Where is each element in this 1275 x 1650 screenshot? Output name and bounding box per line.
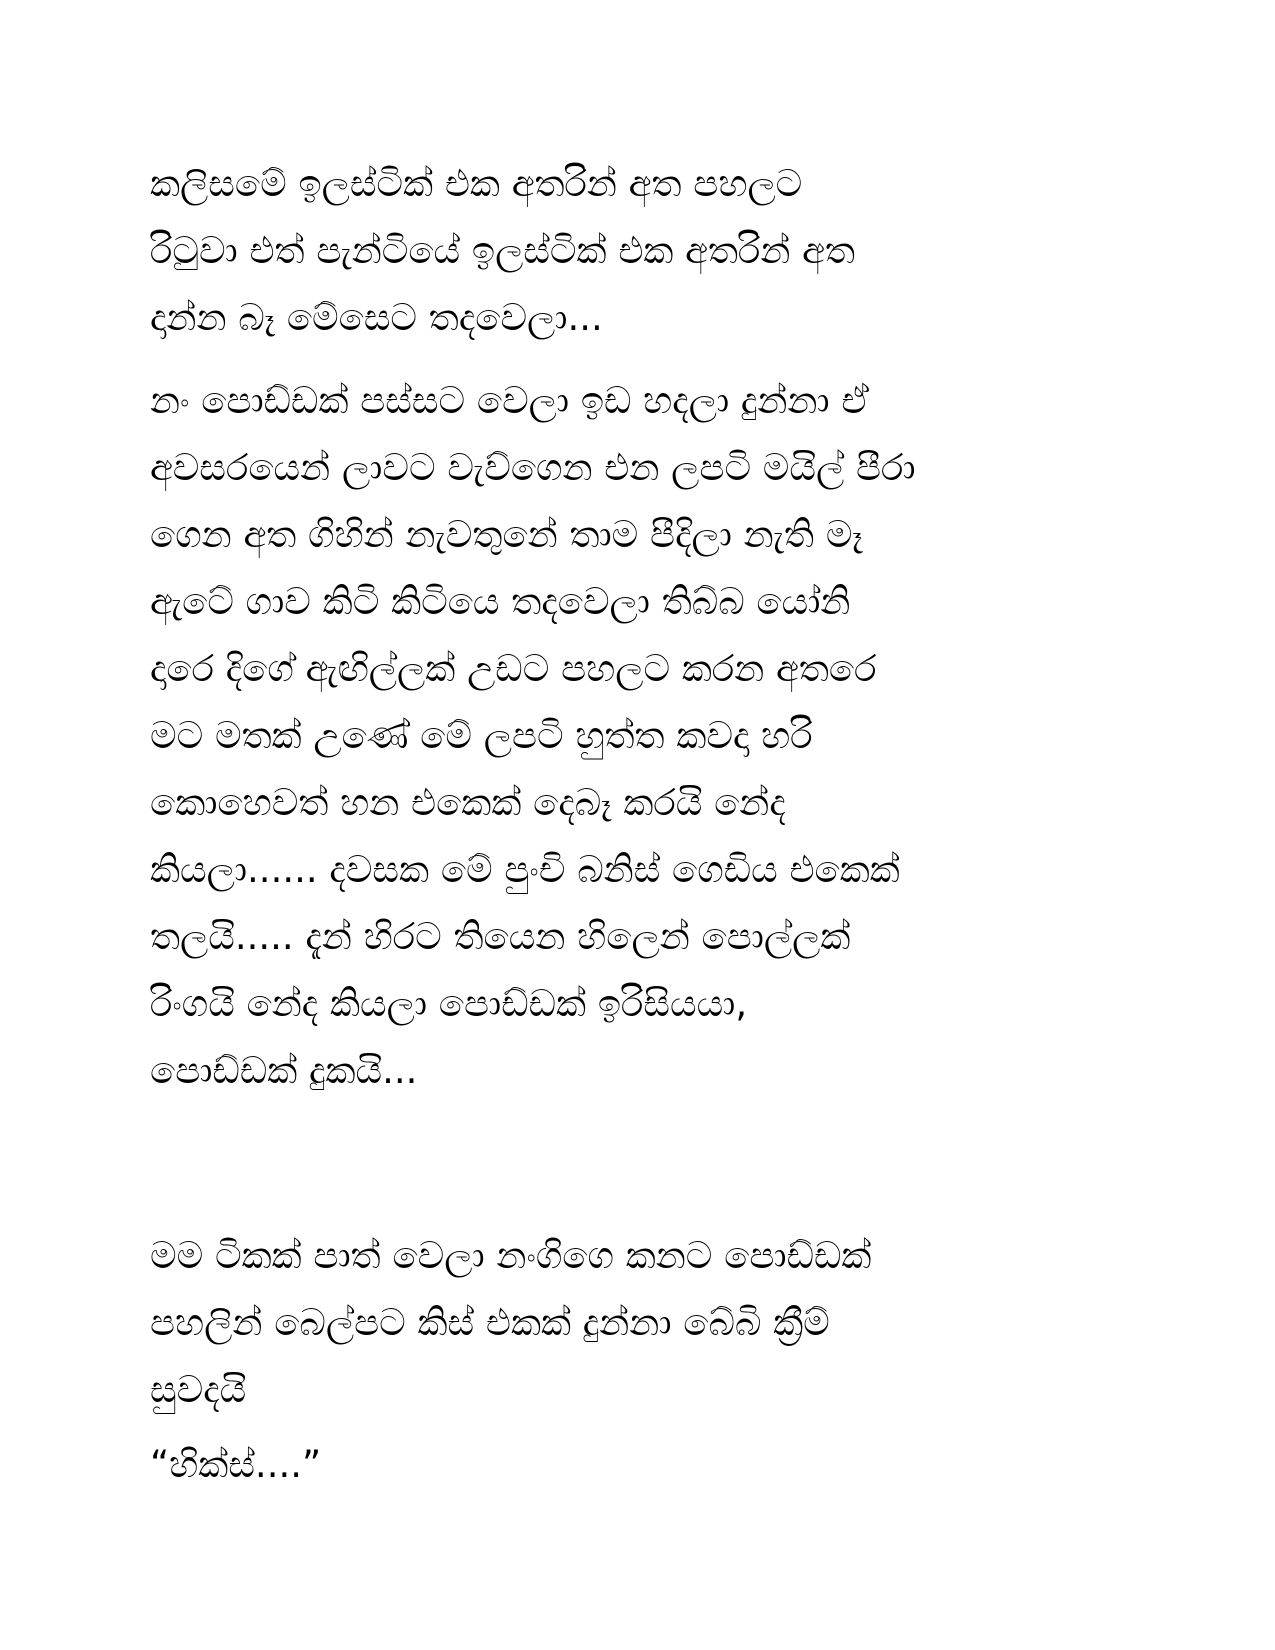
text-line: ඇටේ ගාව කිටි කිටියෙ තදවෙලා තිබ්බ යෝනි [150, 580, 851, 623]
text-line: රිටුවා එත් පැන්ටියේ ඉලස්ටික් එක අතරින් අත [150, 229, 856, 272]
document-body [150, 150, 1110, 1498]
paragraph-2 [150, 367, 1110, 1104]
text-line: මම ටිකක් පාත් වෙලා නංගිගෙ කනට පොඩ්ඩක් [150, 1234, 872, 1277]
text-line: අවසරයෙන් ලාවට වැව්ගෙන එන ලපටි මයිල් පීරා [150, 446, 916, 489]
paragraph-4 [150, 1431, 1110, 1498]
text-line: කලිසමේ ඉලස්ටික් එක අතරින් අත පහලට [150, 162, 803, 205]
text-line: “හික්ස්....” [150, 1443, 322, 1486]
text-line: දාරෙ දිගේ ඇඟිල්ලක් උඩට පහලට කරන අතරෙ [150, 647, 877, 690]
text-line: කොහෙවත් හන එකෙක් දෙබෑ කරයි නේද [150, 781, 786, 824]
paragraph-1 [150, 150, 1110, 351]
text-line: තලයි..... දැන් හිරට තියෙන හිලෙන් පොල්ලක් [150, 915, 851, 958]
text-line: දාන්න බෑ මේසෙට තදවෙලා... [150, 296, 603, 339]
text-line: කියලා...... දවසක මේ පුංචි බනිස් ගෙඩිය එකෙක් [150, 848, 900, 891]
text-line: පහලින් බෙල්පට කිස් එකක් දුන්නා බේබි ක්‍රීම් [150, 1301, 830, 1344]
text-line: මට මතක් උණේ මේ ලපටි හුත්ත කවදා හරි [150, 714, 813, 757]
paragraph-3 [150, 1222, 1110, 1423]
text-line: නං පොඩ්ඩක් පස්සට වෙලා ඉඩ හදලා දුන්නා ඒ [150, 379, 869, 422]
text-line: ගෙන අත ගිහින් නැවතුනේ තාම පීදිලා නැති මෑ [150, 513, 863, 556]
text-line: පොඩ්ඩක් දුකයි... [150, 1049, 418, 1092]
text-line: සුවදයි [150, 1368, 247, 1411]
text-line: රිංගයි නේද කියලා පොඩ්ඩක් ඉරිසියයා, [150, 982, 748, 1025]
